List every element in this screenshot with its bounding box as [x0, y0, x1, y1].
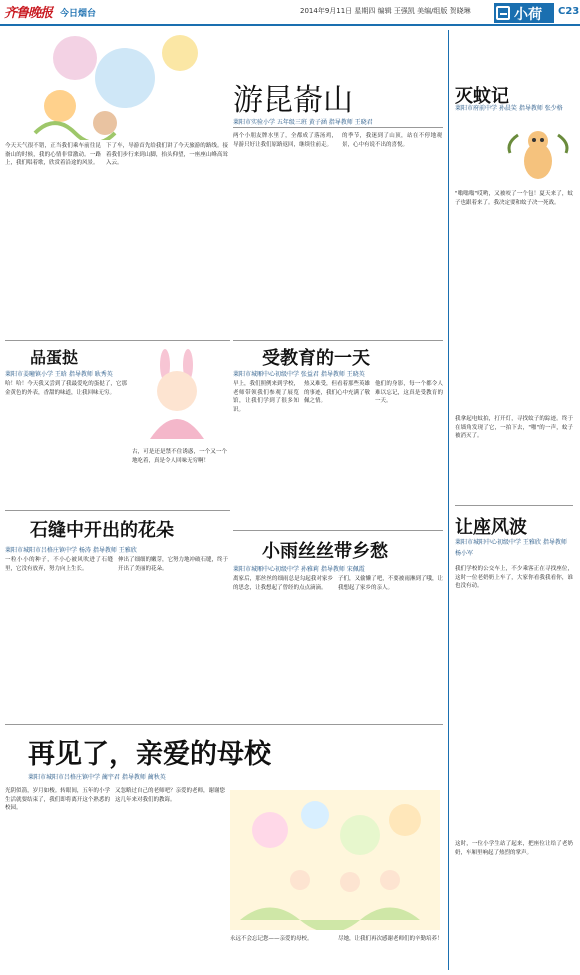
article-byline: 莱阳市实验小学 五年级三班 黄子涵 指导教师 王晓君 — [233, 119, 373, 126]
article-body-col-1: 早上，我们照例来到学校，老师带领我们参观了展览馆，让我们学到了很多知识。 — [233, 381, 299, 413]
article-title-shou-jiao-yu: 受教育的一天 — [262, 348, 370, 369]
article-title-pin-dan-ta: 品蛋挞 — [30, 348, 79, 367]
article-byline: 莱阳市城厢中心初级中学 孙雅莉 指导教师 宋佩霞 — [233, 566, 365, 573]
article-title-rang-zuo-feng-bo: 让座风波 — [455, 517, 527, 538]
page-header — [0, 0, 580, 26]
article-title-you-kunyu-shan: 游昆嵛山 — [233, 83, 353, 118]
article-body-col-3: 永远不会忘记您——亲爱的母校。 — [230, 936, 313, 942]
issue-meta: 2014年9月11日 星期四 编辑 王强凯 美编/组版 贺晓琳 — [300, 7, 471, 15]
article-body-col-2: 我拿起电蚊拍，打开灯，寻找蚊子的踪迹。终于在墙角发现了它，一拍下去，"啪"的一声，蚊子被消灭了。 — [455, 416, 573, 439]
article-body-col-4: 的季节，我迷到了山顶，站在不停地观景，心中有说不出的喜悦。 — [342, 133, 442, 148]
article-body-col-1: 今天天气很不错，正当我们乘车前往昆嵛山的时候，我的心情非常激动。一路上，我们唱着歌，欣赏着沿途的风景。 — [5, 143, 101, 166]
children-bubbles-illustration — [5, 28, 235, 140]
article-byline: 莱阳市姜疃镇小学 王晗 指导教师 耿秀英 — [5, 371, 113, 378]
article-title-xiao-yu-xiang-chou: 小雨丝丝带乡愁 — [262, 541, 388, 562]
article-body-col-3: 两个小朋友牌水里了，全都成了落汤鸡，导游只好让我们原路返回，继续往前走。 — [233, 133, 337, 148]
rule — [233, 530, 443, 531]
rule — [5, 724, 443, 725]
section-name: 小荷 — [514, 7, 542, 23]
article-byline: 莱阳市府前中学 孙晨笑 指导教师 张少格 — [455, 105, 563, 112]
article-body-col-1: 一粒小小的种子，不小心被风吹进了石缝里，它没有放弃，努力向上生长。 — [5, 557, 113, 572]
rule — [233, 127, 443, 128]
page-number: C23 — [558, 6, 580, 17]
graduation-children-illustration — [230, 790, 440, 930]
article-body-col-2: 伸出了细细的嫩芽，它努力地冲破石缝，终于开出了美丽的花朵。 — [118, 557, 228, 572]
edition-label: 今日烟台 — [60, 9, 97, 19]
article-body-col-1: 光阴似箭，岁月如梭。转眼间，五年的小学生活就要结束了，我们即将离开这个熟悉的校园。 — [5, 788, 110, 811]
rule — [233, 340, 443, 341]
article-body-col-2: 这时，一位小学生站了起来，把座位让给了老奶奶，车厢里响起了热烈的掌声。 — [455, 841, 573, 856]
article-title-shi-feng-hua-duo: 石缝中开出的花朵 — [30, 520, 174, 541]
article-title-zai-jian-mu-xiao: 再见了，亲爱的母校 — [28, 739, 271, 770]
article-body-col-2: 下了车，导游首先给我们讲了今天旅游的路线。接着我们步行来到山脚，抬头仰望，一座座山峰高耸入云。 — [106, 143, 228, 166]
article-byline: 莱阳市城阳市吕格庄镇中学 蔺宇君 指导教师 蔺秋英 — [28, 774, 166, 781]
article-body-col-2: 热又难受，但看着那些英雄的事迹，我们心中充满了敬佩之情。 — [304, 381, 370, 404]
bunny-girl-illustration — [130, 347, 225, 442]
article-body-col-3: 他们的身影，每一个都令人难以忘记，这真是受教育的一天。 — [375, 381, 443, 404]
article-body-col-1: 我们学校的公交车上，不少乘客正在寻找座位，这时一位老奶奶上车了，大家你看我我看你，谁也没有动。 — [455, 566, 573, 589]
article-body-col-1: 哈！哈！今天我又尝到了我最爱吃的蛋挞了，它那金黄色的外表，香甜的味道，让我回味无穷。 — [5, 381, 127, 396]
article-byline: 莱阳市城阳市吕格庄镇中学 杨涛 指导教师 王雅欣 — [5, 547, 137, 554]
article-body-col-4: 尽她，让我们再次感谢老师们的辛勤培养！ — [338, 936, 443, 942]
article-byline: 莱阳市城阳中心初级中学 王雅欣 指导教师 杨小军 — [455, 539, 567, 557]
article-body-col-2: 子们，又偷懒了吧，不要被雨淋到了哦，让我想起了家乡的亲人。 — [338, 576, 443, 591]
article-byline: 莱阳市城厢中心初级中学 张益君 指导教师 王晓英 — [233, 371, 365, 378]
section-icon — [496, 6, 510, 20]
article-body-col-2: 又忽略过自己的老师吧？亲爱的老师，谢谢您这几年来对我们的教诲。 — [115, 788, 225, 803]
mosquito-illustration — [503, 125, 573, 187]
rule — [5, 510, 230, 511]
rule — [5, 340, 230, 341]
article-title-mie-wen-ji: 灭蚊记 — [455, 86, 509, 107]
section-badge — [494, 3, 554, 23]
rule — [455, 505, 573, 506]
column-divider — [448, 30, 449, 970]
article-body-col-2: 古，可是还是禁不住诱惑，一个又一个地吃着，真是令人回味无穷啊！ — [132, 449, 227, 464]
article-body-col-1: 离家后，那丝丝的细雨总是勾起我对家乡的思念，让我想起了曾经的点点滴滴。 — [233, 576, 333, 591]
article-body-col-1: "嗡嗡嗡"哎哟，又被咬了一个包！夏天来了，蚊子也跟着来了。我决定要和蚊子决一死战。 — [455, 191, 573, 206]
newspaper-logo: 齐鲁晚报 — [4, 6, 53, 21]
